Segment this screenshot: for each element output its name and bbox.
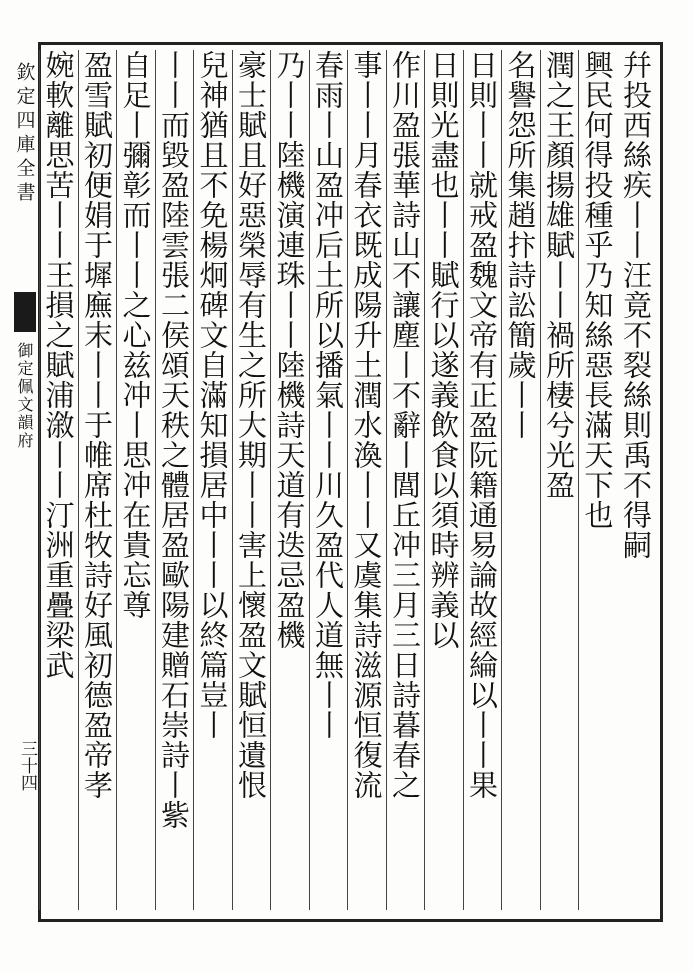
- column-text: 名譽怨所集趙抃詩訟簡歲丨丨: [503, 50, 538, 440]
- text-column: [617, 50, 656, 910]
- column-text: 日則光盡也丨丨賦行以遂義飲食以須時辨義以: [426, 50, 461, 650]
- text-column: [578, 50, 617, 910]
- text-column: [193, 50, 232, 910]
- text-column: [463, 50, 502, 910]
- column-text: 丨丨而毀盈陸雲張二侯頌天秩之體居盈歐陽建贈石崇詩丨紫: [157, 50, 191, 830]
- text-column: [270, 50, 309, 910]
- margin-fishtail-mark: [14, 292, 36, 332]
- column-text: 春雨丨山盈冲后土所以播氣丨丨川久盈代人道無丨丨: [311, 50, 345, 740]
- column-text: 日則丨丨就戒盈魏文帝有正盈阮籍通易論故經綸以丨丨果: [465, 50, 499, 800]
- column-text: 興民何得投種乎乃知絲惡長滿天下也: [580, 50, 615, 530]
- page-number: 三十四: [17, 740, 37, 791]
- text-column: [78, 50, 117, 910]
- text-column: [540, 50, 579, 910]
- column-text: 豪士賦且好惡榮辱有生之所大期丨丨害上懷盈文賦恒遺恨: [234, 50, 268, 800]
- volume-title: 御定佩文韻府: [15, 342, 34, 450]
- text-column: [309, 50, 348, 910]
- book-title: 欽定四庫全書: [13, 62, 36, 206]
- text-column: [347, 50, 386, 910]
- column-text: 婉軟離思苦丨丨王損之賦浦漵丨丨汀洲重疊梁武: [41, 50, 76, 680]
- text-column: [39, 50, 78, 910]
- text-column: [116, 50, 155, 910]
- text-column: [232, 50, 271, 910]
- text-column: [386, 50, 425, 910]
- column-text: 兒神猶且不免楊炯碑文自滿知損居中丨丨以終篇豈丨: [195, 50, 230, 740]
- text-column: [501, 50, 540, 910]
- column-text: 乃丨丨陸機演連珠丨丨陸機詩天道有迭忌盈機: [272, 50, 307, 650]
- column-text: 幷投西絲疾丨丨汪竟不裂絲則禹不得嗣: [619, 50, 653, 560]
- text-column: [155, 50, 194, 910]
- column-text: 盈雪賦初便娟于墀廡末丨丨于帷席杜牧詩好風初德盈帝孝: [80, 50, 114, 800]
- column-text: 潤之王顏揚雄賦丨丨禍所棲兮光盈: [542, 50, 576, 500]
- text-column: [424, 50, 463, 910]
- column-text: 自足丨彌彰而丨丨之心兹冲丨思冲在貴忘尊: [118, 50, 153, 620]
- column-text: 作川盈張華詩山不讓塵丨不辭丨閭丘冲三月三日詩暮春之: [388, 50, 422, 800]
- column-text: 事丨丨月春衣既成陽升土潤水渙丨丨又虞集詩滋源恒復流: [349, 50, 384, 800]
